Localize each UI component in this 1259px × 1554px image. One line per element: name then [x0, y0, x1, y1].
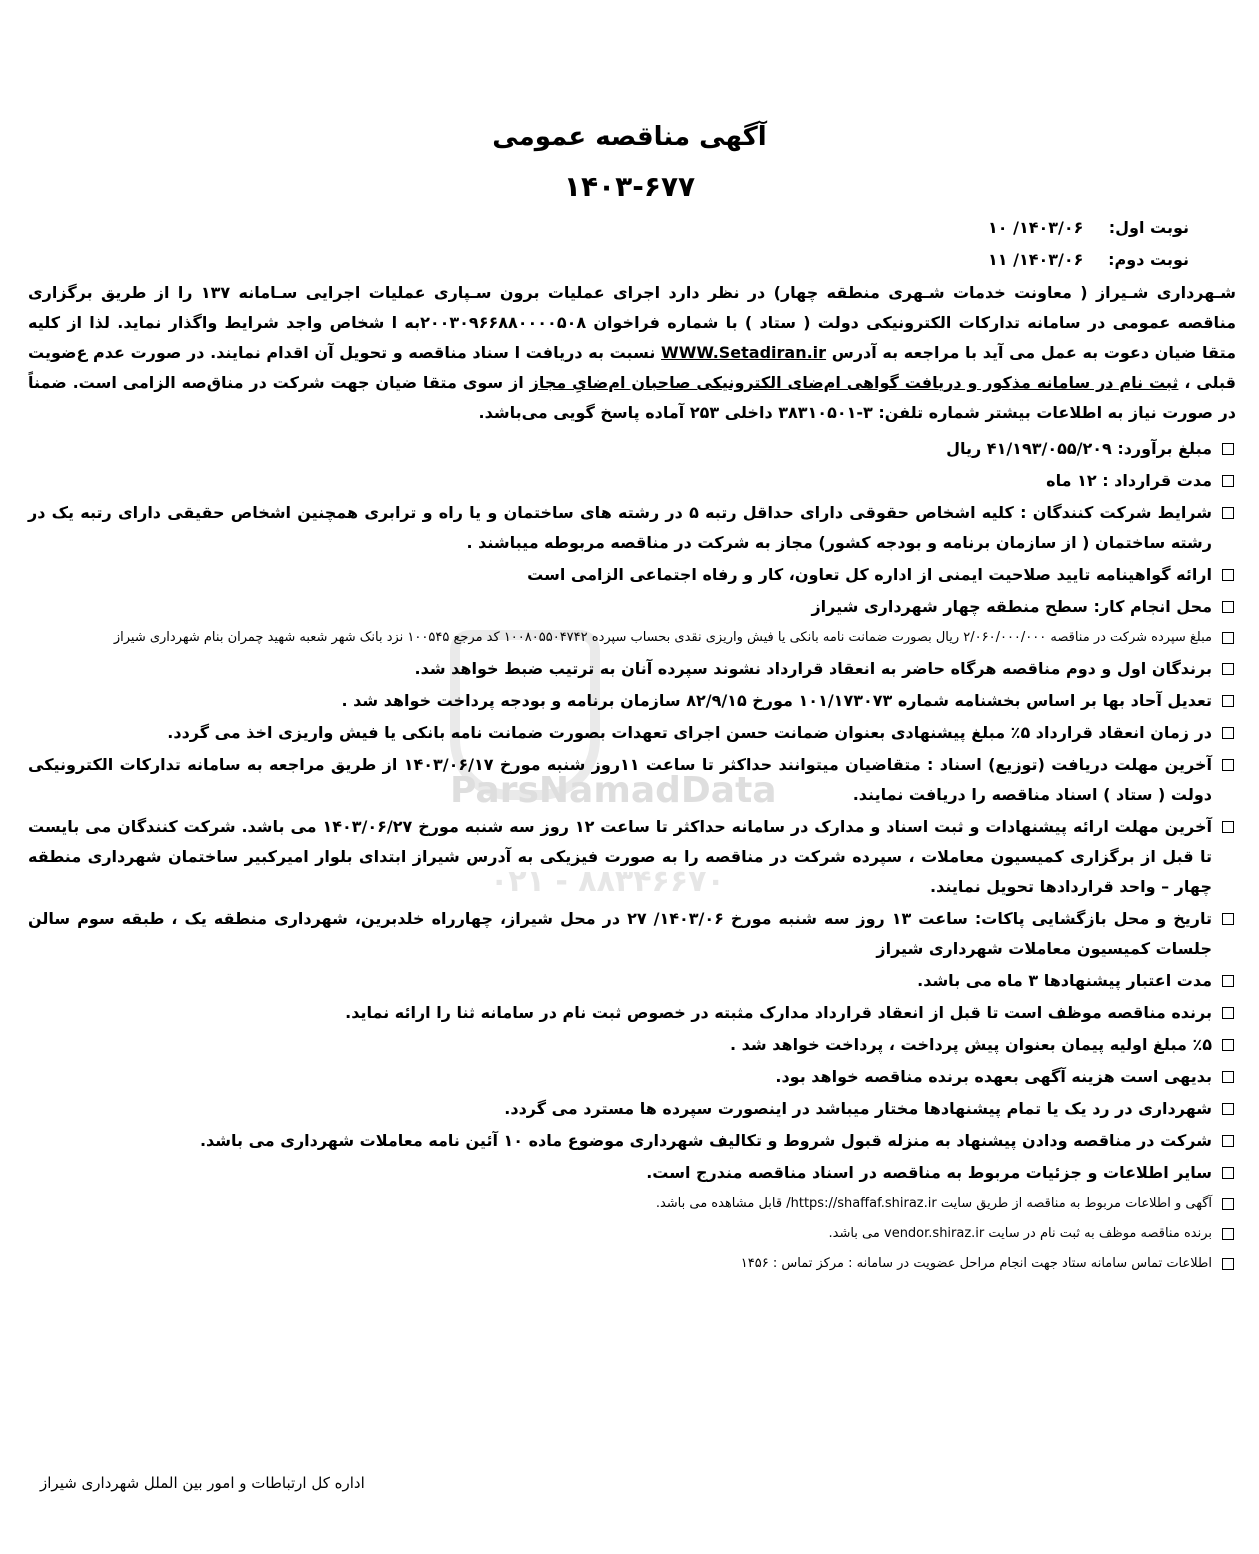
second-publication-date: ۱۴۰۳/۰۶/ ۱۱: [988, 250, 1084, 269]
list-item: [28, 434, 1236, 464]
second-publication: [28, 244, 1189, 276]
first-publication-label: نوبت اول:: [1108, 218, 1189, 237]
list-item-text: محل انجام کار: سطح منطقه چهار شهرداری شیراز: [811, 597, 1212, 616]
list-item: [28, 686, 1236, 716]
checkbox-bullet-icon: [1222, 1039, 1234, 1051]
checkbox-bullet-icon: [1222, 1007, 1234, 1019]
list-item: [28, 718, 1236, 748]
setadiran-link[interactable]: WWW.Setadiran.ir: [661, 343, 827, 362]
watermark-brand: ParsNamadData: [450, 770, 777, 811]
list-item: [28, 1062, 1236, 1092]
list-item: [28, 624, 1236, 652]
checkbox-bullet-icon: [1222, 1103, 1234, 1115]
checkbox-bullet-icon: [1222, 475, 1234, 487]
checkbox-bullet-icon: [1222, 601, 1234, 613]
intro-text-1: شـهرداری شـیراز ( معاونت خدمات شـهری منطقه چهار) در نظر دارد اجرای عملیات برون سـپاری عملیات اجرایی سـامانه ۱۳۷ را از طریق برگزاری مناقصه عمومی در سامانه تدارکات الکترونیکی دولت ( ستاد ) با شماره فراخوان ۲۰۰۳۰۹۶۶۸۸۰۰۰۰۵۰۸به ا شخاص واجد شرایط واگذار نماید. لذا از کلیه متقا ضیان دعوت به عمل می آید با مراجعه به آدرس: [28, 283, 1237, 362]
list-item-text: مدت اعتبار پیشنهادها ۳ ماه می باشد.: [917, 971, 1212, 990]
list-item: [28, 498, 1236, 558]
checkbox-bullet-icon: [1222, 821, 1234, 833]
list-item: [28, 750, 1236, 810]
list-item: [28, 1190, 1236, 1218]
list-item-text: برندگان اول و دوم مناقصه هرگاه حاضر به انعقاد قرارداد نشوند سپرده آنان به ترتیب ضبط خواهد شد.: [414, 659, 1212, 678]
intro-paragraph: [28, 278, 1236, 428]
list-item: [28, 1094, 1236, 1124]
checkbox-bullet-icon: [1222, 975, 1234, 987]
checkbox-bullet-icon: [1222, 1135, 1234, 1147]
list-item-text: ارائه گواهینامه تایید صلاحیت ایمنی از اداره کل تعاون، کار و رفاه اجتماعی الزامی است: [527, 565, 1212, 584]
checkbox-bullet-icon: [1222, 1258, 1234, 1270]
list-item: [28, 1030, 1236, 1060]
list-item-text: برنده مناقصه موظف به ثبت نام در سایت vendor.shiraz.ir می باشد.: [828, 1226, 1212, 1241]
footer: [40, 1474, 1229, 1492]
list-item-text: در زمان انعقاد قرارداد ۵٪ مبلغ پیشنهادی بعنوان ضمانت حسن اجرای تعهدات بصورت ضمانت نامه بانکی یا فیش واریزی اخذ می گردد.: [167, 723, 1212, 742]
list-item-text: تعدیل آحاد بها بر اساس بخشنامه شماره ۱۰۱/۱۷۳۰۷۳ مورخ ۸۲/۹/۱۵ سازمان برنامه و بودجه پرداخت خواهد شد .: [341, 691, 1212, 710]
second-publication-label: نوبت دوم:: [1108, 250, 1189, 269]
checkbox-bullet-icon: [1222, 727, 1234, 739]
list-item: [28, 466, 1236, 496]
list-item-text: تاریخ و محل بازگشایی پاکات: ساعت ۱۳ روز سه شنبه مورخ ۱۴۰۳/۰۶/ ۲۷ در محل شیراز، چهارراه خلدبرین، شهرداری منطقه یک ، طبقه سوم سالن جلسات کمیسیون معاملات شهرداری شیراز: [28, 909, 1213, 958]
list-item-text: مبلغ سپرده شرکت در مناقصه ۲/۰۶۰/۰۰۰/۰۰۰ ریال بصورت ضمانت نامه بانکی یا فیش واریزی نقدی بحساب سپرده ۱۰۰۸۰۵۵۰۴۷۴۲ کد مرجع ۱۰۰۵۴۵ نزد بانک شهر شعبه شهید چمران بنام شهرداری شیراز: [113, 630, 1212, 645]
checkbox-bullet-icon: [1222, 1228, 1234, 1240]
checkbox-bullet-icon: [1222, 913, 1234, 925]
checkbox-bullet-icon: [1222, 507, 1234, 519]
list-item-text: مبلغ برآورد: ۴۱/۱۹۳/۰۵۵/۲۰۹ ریال: [946, 439, 1212, 458]
checkbox-bullet-icon: [1222, 569, 1234, 581]
list-item-text: سایر اطلاعات و جزئیات مربوط به مناقصه در اسناد مناقصه مندرج است.: [646, 1163, 1212, 1182]
list-item-text: اطلاعات تماس سامانه ستاد جهت انجام مراحل عضویت در سامانه : مرکز تماس : ۱۴۵۶: [740, 1256, 1212, 1271]
list-item: [28, 1158, 1236, 1188]
checkbox-bullet-icon: [1222, 1198, 1234, 1210]
list-item: [28, 592, 1236, 622]
checkbox-bullet-icon: [1222, 695, 1234, 707]
list-item-text: شهرداری در رد یک یا تمام پیشنهادها مختار میباشد در اینصورت سپرده ها مسترد می گردد.: [504, 1099, 1212, 1118]
checkbox-bullet-icon: [1222, 663, 1234, 675]
list-item-text: شرایط شرکت کنندگان : کلیه اشخاص حقوقی دارای حداقل رتبه ۵ در رشته های ساختمان و یا راه و ترابری همچنین اشخاص حقیقی دارای رتبه یک در رشته ساختمان ( از سازمان برنامه و بودجه کشور) مجاز به شرکت در مناقصه مربوطه میباشند .: [28, 503, 1212, 552]
first-publication-date: ۱۴۰۳/۰۶/ ۱۰: [988, 218, 1084, 237]
notice-body: [28, 212, 1237, 1280]
notice-title: آگهی مناقصه عمومی: [492, 122, 767, 152]
checkbox-bullet-icon: [1222, 759, 1234, 771]
first-publication: [28, 212, 1189, 244]
intro-text-3: از سوی متقا ضیان جهت شرکت در مناق‌صه الزامی است. ضمناً در صورت نیاز به اطلاعات بیشتر شماره تلفن: ۳-۳۸۳۱۰۵۰۱ داخلی ۲۵۳ آماده پاسخ گویی می‌باشد.: [28, 373, 1236, 422]
list-item-text: آخرین مهلت ارائه پیشنهادات و ثبت اسناد و مدارک در سامانه حداکثر تا ساعت ۱۲ روز سه شنبه مورخ ۱۴۰۳/۰۶/۲۷ می باشد. شرکت کنندگان می بایست تا قبل از برگزاری کمیسیون معاملات ، سپرده شرکت در مناقصه را به صورت فیزیکی به آدرس شیراز ابتدای بلوار امیرکبیر ساختمان شهرداری منطقه چهار – واحد قراردادها تحویل نمایند.: [28, 817, 1212, 896]
checkbox-bullet-icon: [1222, 443, 1234, 455]
list-item: [28, 560, 1236, 590]
checkbox-bullet-icon: [1222, 1071, 1234, 1083]
list-item: [28, 812, 1236, 902]
list-item-text: آخرین مهلت دریافت (توزیع) اسناد : متقاضیان میتوانند حداکثر تا ساعت ۱۱روز شنبه مورخ ۱۴۰۳/۰۶/۱۷ از طریق مراجعه به سامانه تدارکات الکترونیکی دولت ( ستاد ) اسناد مناقصه را دریافت نمایند.: [28, 755, 1213, 804]
notice-number: ۱۴۰۳-۶۷۷: [563, 170, 696, 203]
conditions-list: [28, 434, 1236, 1278]
list-item-text: مدت قرارداد : ۱۲ ماه: [1046, 471, 1212, 490]
list-item: [28, 654, 1236, 684]
list-item-text: ٪۵ مبلغ اولیه پیمان بعنوان پیش پرداخت ، پرداخت خواهد شد .: [730, 1035, 1212, 1054]
list-item: [28, 1126, 1236, 1156]
footer-text: اداره کل ارتباطات و امور بین الملل شهرداری شیراز: [40, 1474, 365, 1492]
list-item-text: بدیهی است هزینه آگهی بعهده برنده مناقصه خواهد بود.: [775, 1067, 1212, 1086]
list-item: [28, 998, 1236, 1028]
intro-underlined-text: ثبت نام در سامانه مذکور و دریافت گواهی ام‌ضای الکترونیکی صاحبان ام‌ضایِ مجاز: [529, 373, 1179, 392]
list-item-text: شرکت در مناقصه ودادن پیشنهاد به منزله قبول شروط و تکالیف شهرداری موضوع ماده ۱۰ آئین نامه معاملات شهرداری می باشد.: [199, 1131, 1212, 1150]
list-item: [28, 904, 1236, 964]
list-item: [28, 966, 1236, 996]
list-item-text: برنده مناقصه موظف است تا قبل از انعقاد قرارداد مدارک مثبته در خصوص ثبت نام در سامانه ثنا را ارائه نماید.: [345, 1003, 1212, 1022]
list-item-text: آگهی و اطلاعات مربوط به مناقصه از طریق سایت https://shaffaf.shiraz.ir/ قابل مشاهده می باشد.: [655, 1196, 1212, 1211]
checkbox-bullet-icon: [1222, 632, 1234, 644]
list-item: [28, 1250, 1236, 1278]
watermark-number: ۰۲۱ - ۸۸۳۴۶۶۷۰: [490, 864, 725, 899]
intro-text-2: نسبت به دریافت ا سناد مناقصه و تحویل آن اقدام نمایند. در صورت عدم ع‌ضویت قبلی ،: [28, 343, 1237, 392]
checkbox-bullet-icon: [1222, 1167, 1234, 1179]
list-item: [28, 1220, 1236, 1248]
